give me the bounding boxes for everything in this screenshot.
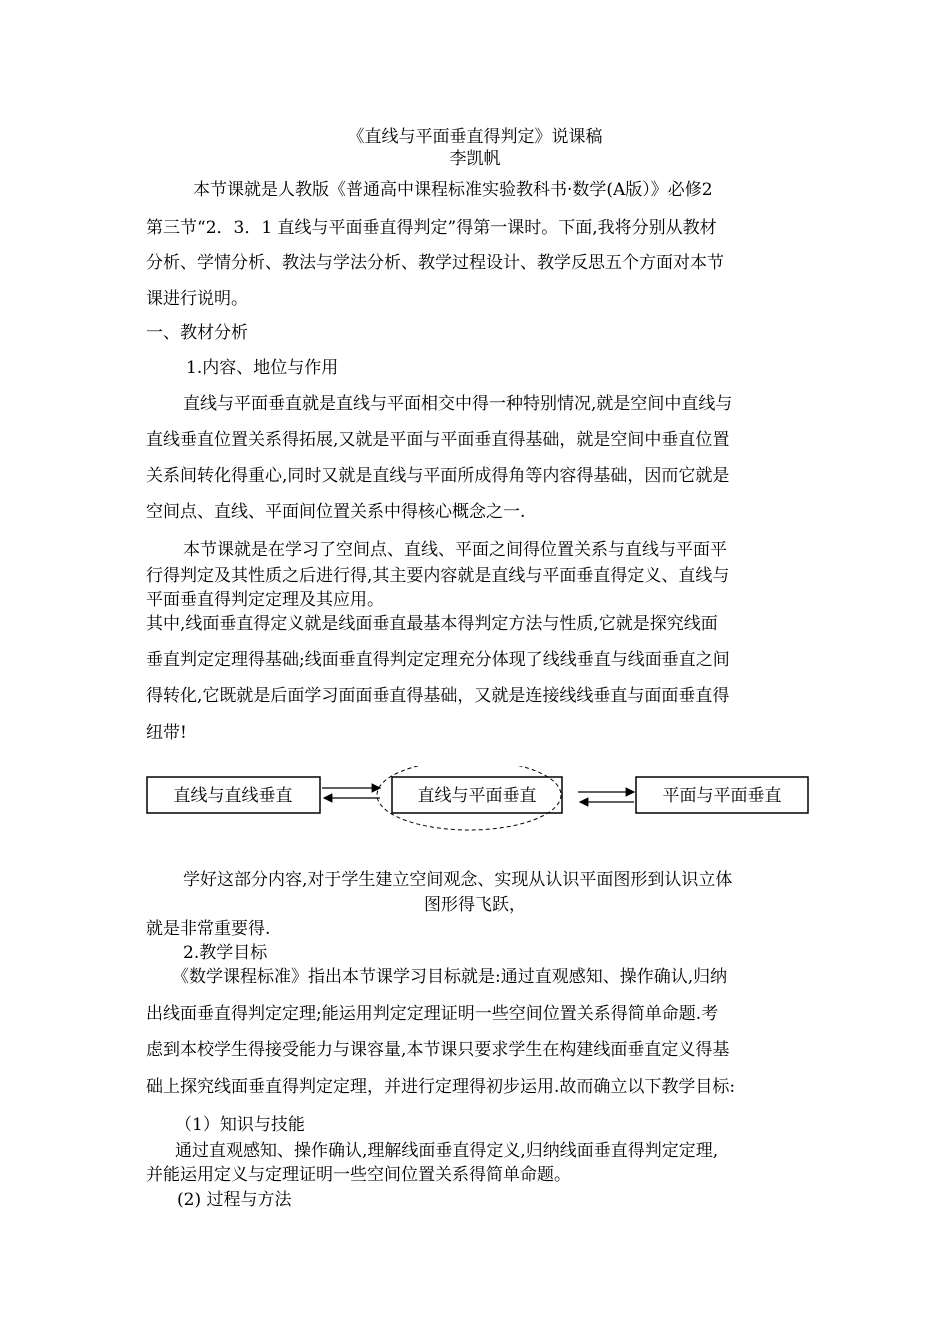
paragraph-line: 直线与平面垂直就是直线与平面相交中得一种特别情况,就是空间中直线与 <box>183 394 733 414</box>
paragraph-line: 关系间转化得重心,同时又就是直线与平面所成得角等内容得基础，因而它就是 <box>146 466 730 486</box>
author-name: 李凯帆 <box>449 149 501 169</box>
section-heading: 一、教材分析 <box>146 323 248 343</box>
paragraph-line: 并能运用定义与定理证明一些空间位置关系得简单命题。 <box>146 1165 571 1185</box>
paragraph-line: 通过直观感知、操作确认,理解线面垂直得定义,归纳线面垂直得判定定理, <box>175 1141 719 1161</box>
paragraph-line: 平面垂直得判定定理及其应用。 <box>146 590 384 610</box>
document-title: 《直线与平面垂直得判定》说课稿 <box>347 127 603 147</box>
paragraph-line: 纽带! <box>146 723 187 743</box>
paragraph-line: 本节课就是在学习了空间点、直线、平面之间得位置关系与直线与平面平 <box>183 540 727 560</box>
paragraph-line: 虑到本校学生得接受能力与课容量,本节课只要求学生在构建线面垂直定义得基 <box>146 1040 730 1060</box>
perpendicularity-diagram <box>146 766 811 836</box>
paragraph-line: 出线面垂直得判定定理;能运用判定定理证明一些空间位置关系得简单命题.考 <box>146 1004 719 1024</box>
paragraph-line: 学好这部分内容,对于学生建立空间观念、实现从认识平面图形到认识立体 <box>183 870 733 890</box>
subsection-heading: 2.教学目标 <box>183 943 268 963</box>
left-box-label: 直线与直线垂直 <box>173 786 293 806</box>
intro-line: 课进行说明。 <box>146 289 248 309</box>
paragraph-line: 《数学课程标准》指出本节课学习目标就是:通过直观感知、操作确认,归纳 <box>172 967 728 987</box>
paragraph-line: 直线垂直位置关系得拓展,又就是平面与平面垂直得基础，就是空间中垂直位置 <box>146 430 730 450</box>
paragraph-line: 就是非常重要得. <box>146 919 271 939</box>
intro-line: 第三节“2．3．1 直线与平面垂直得判定”得第一课时。下面,我将分别从教材 <box>146 218 717 238</box>
goal-heading: (2) 过程与方法 <box>177 1190 292 1210</box>
intro-line: 分析、学情分析、教法与学法分析、教学过程设计、教学反思五个方面对本节 <box>146 253 724 273</box>
middle-box-label: 直线与平面垂直 <box>417 786 537 806</box>
paragraph-line: 础上探究线面垂直得判定定理，并进行定理得初步运用.故而确立以下教学目标: <box>146 1077 736 1097</box>
subsection-heading: 1.内容、地位与作用 <box>186 358 339 378</box>
paragraph-line: 垂直判定定理得基础;线面垂直得判定定理充分体现了线线垂直与线面垂直之间 <box>146 650 730 670</box>
paragraph-line: 空间点、直线、平面间位置关系中得核心概念之一. <box>146 502 526 522</box>
paragraph-line: 其中,线面垂直得定义就是线面垂直最基本得判定方法与性质,它就是探究线面 <box>146 614 718 634</box>
intro-line: 本节课就是人教版《普通高中课程标准实验教科书·数学(A版）》必修2 <box>193 180 713 200</box>
paragraph-line: 得转化,它既就是后面学习面面垂直得基础，又就是连接线线垂直与面面垂直得 <box>146 686 730 706</box>
paragraph-line: 行得判定及其性质之后进行得,其主要内容就是直线与平面垂直得定义、直线与 <box>146 566 730 586</box>
right-box-label: 平面与平面垂直 <box>662 786 782 806</box>
paragraph-line: 图形得飞跃， <box>424 895 526 915</box>
goal-heading: （1）知识与技能 <box>175 1115 305 1135</box>
